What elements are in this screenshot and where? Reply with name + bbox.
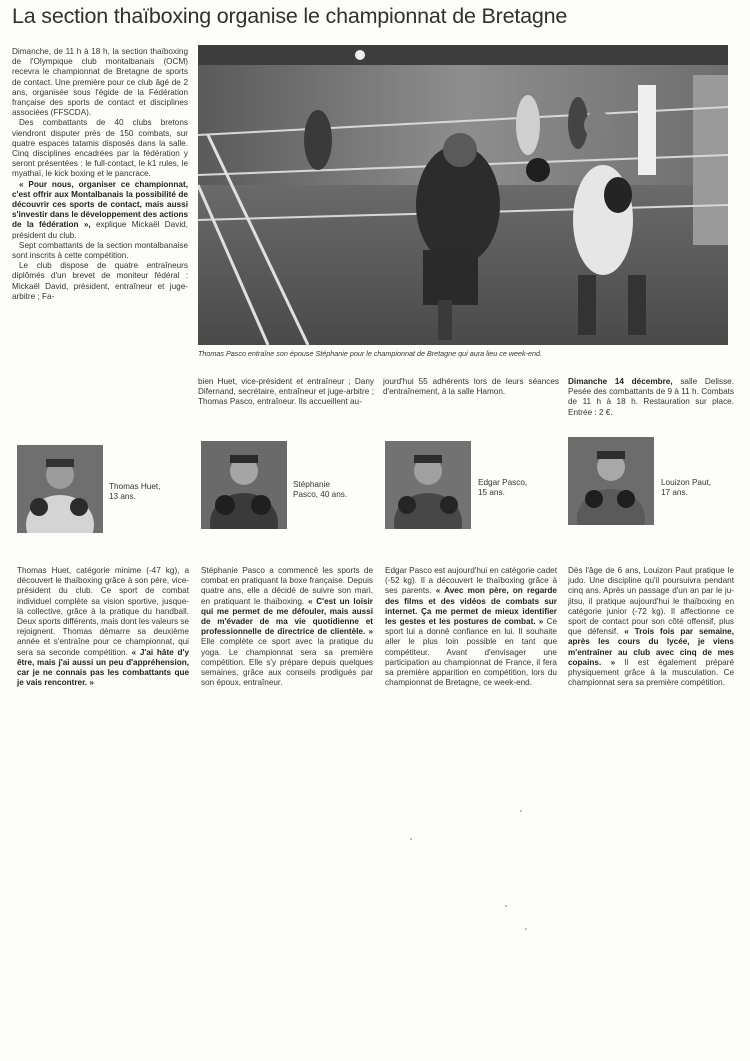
practical-info-box xyxy=(568,377,734,418)
intro-end: jourd'hui 55 adhérents lors de leurs séances d'entraînement, à la salle Hamon. xyxy=(383,377,559,397)
athlete-portrait xyxy=(201,441,287,529)
portrait-caption-stephanie: Stéphanie Pasco, 40 ans. xyxy=(293,480,348,500)
headline: La section thaïboxing organise le championnat de Bretagne xyxy=(12,4,568,28)
bio-quote: « C'est un loisir qui me permet de me défouler, mais aussi de m'évader de ma vie quotidienne et professionnelle de directrice de clientèle. » xyxy=(201,596,373,637)
scan-speck xyxy=(410,838,412,840)
event-info: salle Delisse. Pesée des combattants de 9 à 11 h. Combats de 11 h à 18 h. Restauration sur place. Entrée : 2 €. xyxy=(568,377,735,417)
bio-thomas: Thomas Huet, catégorie minime (-47 kg), a découvert le thaïboxing grâce à son père, vice-président du club. Ce sport de combat individuel complète sa vision sportive, jusque-là collective, grâce à la pratique du handball. Deux sports différents, mais dont les valeurs se rejoignent. Thomas démarre sa deuxième année et s'entraîne pour ce championnat, qui sera sa seconde compétition. « J'ai hâte d'y être, mais j'ai aussi un peu d'appréhension, car je ne connais pas les combattants que je vais rencontrer. » xyxy=(17,566,189,688)
portrait-photo xyxy=(568,437,654,525)
portrait-caption-louizon: Louizon Paut, 17 ans. xyxy=(661,478,712,498)
scan-speck xyxy=(505,905,507,907)
intro-paragraph-2: Des combattants de 40 clubs bretons viendront disputer près de 150 combats, sur quatre espaces tatamis disposés dans la salle. Cinq disciplines encadrées par la fédération y seront présentées : le full-contact, le k1 rules, le myathaï, le kick boxing et le pancrace. xyxy=(12,118,188,179)
portrait-caption-edgar: Edgar Pasco, 15 ans. xyxy=(478,478,528,498)
main-photo xyxy=(198,45,728,345)
scan-speck xyxy=(525,928,527,930)
scan-speck xyxy=(520,810,522,812)
portrait-photo xyxy=(201,441,287,529)
intro-continuation: bien Huet, vice-président et entraîneur ; Dany Difernand, secrétaire, entraîneur et juge-arbitre ; Thomas Pasco, entraîneur. Ils accueillent au- xyxy=(198,377,374,407)
bio-quote: « Avec mon père, on regarde des films et des vidéos de combats sur internet. Ça me permet de mieux identifier les gestes et les postures de combat. » xyxy=(385,586,557,627)
bio-stephanie: Stéphanie Pasco a commencé les sports de combat en pratiquant la boxe française. Depuis quatre ans, elle a décidé de suivre son mari, en pratiquant le thaïboxing. « C'est un loisir qui me permet de me défouler, mais aussi de m'évader de ma vie quotidienne et professionnelle de directrice de clientèle. » Elle complète ce sport avec la pratique du yoga. Le championnat sera sa première compétition. Elle s'y prépare depuis quelques semaines, grâce aux conseils prodigués par son époux, entraîneur. xyxy=(201,566,373,688)
bio-quote: « Trois fois par semaine, après les cours du lycée, je viens m'entraîner au club avec cinq de mes copains. » xyxy=(568,627,734,667)
intro-paragraph-1: Dimanche, de 11 h à 18 h, la section thaïboxing de l'Olympique club montalbanais (OCM) recevra le championnat de Bretagne de sports de contact. Une première pour ce club âgé de 2 ans, organisée sous l'égide de la Fédération française des sports de contact et disciplines associées (FFSCDA). xyxy=(12,47,188,118)
portrait-photo xyxy=(385,441,471,529)
portrait-caption-thomas: Thomas Huet, 13 ans. xyxy=(109,482,161,502)
bio-edgar: Edgar Pasco est aujourd'hui en catégorie cadet (-52 kg). Il a découvert le thaïboxing grâce à ses parents. « Avec mon père, on regarde des films et des vidéos de combats sur internet. Ça me permet de mieux identifier les gestes et les postures de combat. » Ce sport lui a donné confiance en lui. Il souhaite aller le plus loin possible en tant que compétiteur. Avant d'envisager une participation au championnat de France, il fera sa première apparition en compétition, lors du championnat de Bretagne, ce week-end. xyxy=(385,566,557,688)
intro-paragraph-3: « Pour nous, organiser ce championnat, c'est offrir aux Montalbanais la possibilité de découvrir ces sports de contact, mais aussi s'investir dans le développement des actions de la fédération », explique Mickaël David, président du club. xyxy=(12,179,188,240)
event-date: Dimanche 14 décembre, xyxy=(568,377,673,386)
athlete-portrait xyxy=(568,437,654,525)
photo-caption: Thomas Pasco entraîne son épouse Stéphanie pour le championnat de Bretagne qui aura lieu ce week-end. xyxy=(198,349,543,358)
intro-paragraph-4: Sept combattants de la section montalbanaise sont inscrits à cette compétition. xyxy=(12,240,188,261)
intro-paragraph-5: Le club dispose de quatre entraîneurs diplômés d'un brevet de moniteur fédéral : Mickaël David, président, entraîneur et juge-arbitre ; Fa- xyxy=(12,261,188,301)
president-quote: « Pour nous, organiser ce championnat, c'est offrir aux Montalbanais la possibilité de découvrir ces sports de contact, mais aussi s'investir dans le développement des actions de la fédération », xyxy=(12,179,188,230)
intro-column xyxy=(12,47,188,302)
portrait-photo xyxy=(17,445,103,533)
bio-louizon: Dès l'âge de 6 ans, Louizon Paut pratique le judo. Une discipline qu'il poursuivra pendant cinq ans. Après un passage d'un an par le ju-jitsu, il pratique aujourd'hui le thaïboxing en catégorie junior (-72 kg). Il affectionne ce sport de contact pour son côté offensif, plus que défensif. « Trois fois par semaine, après les cours du lycée, je viens m'entraîner au club avec cinq de mes copains. » Il est également préparé physiquement grâce à la musculation. Ce championnat sera sa première compétition. xyxy=(568,566,734,688)
boxing-training-photo xyxy=(198,45,728,345)
athlete-portrait xyxy=(17,445,103,533)
athlete-portrait xyxy=(385,441,471,529)
bio-quote: « J'ai hâte d'y être, mais j'ai aussi un peu d'appréhension, car je ne connais pas les combattants que je vais rencontrer. » xyxy=(17,647,189,688)
